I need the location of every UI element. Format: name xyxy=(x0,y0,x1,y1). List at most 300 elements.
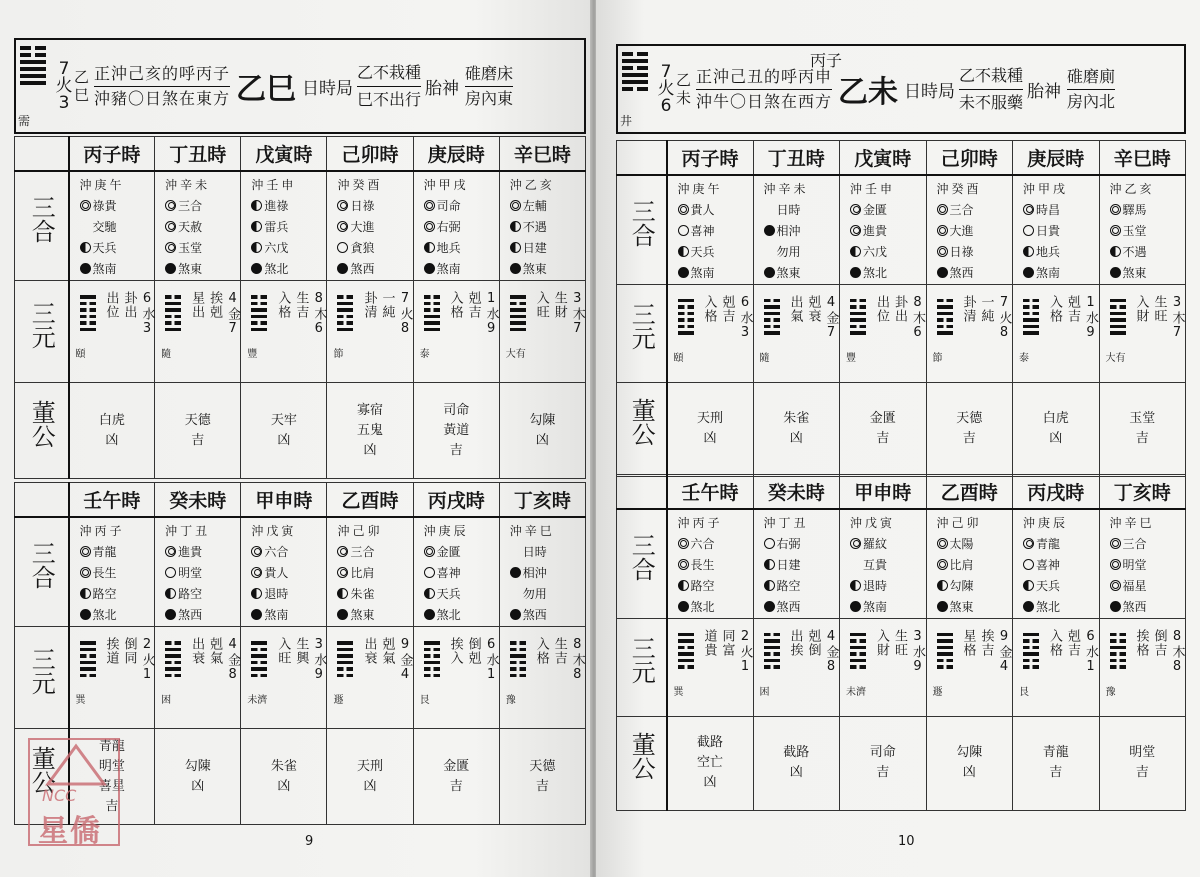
dong-text: 凶 xyxy=(105,432,119,448)
sanhe-item xyxy=(165,259,240,280)
none-circle-icon xyxy=(510,546,521,557)
dong-text: 吉 xyxy=(876,431,890,446)
sanyuan-col: 出挨 xyxy=(787,628,803,657)
sanhe-item xyxy=(165,196,240,217)
dong-cell xyxy=(155,383,241,479)
yang-line xyxy=(937,652,953,656)
sanhe-item-text: 三合 xyxy=(350,544,375,559)
sanhe-item-text: 左輔 xyxy=(522,198,547,213)
chong-text: 沖甲戌 xyxy=(1023,181,1069,196)
sanyuan-col: 7火8 xyxy=(397,291,413,337)
sanyuan-col: 9金4 xyxy=(397,637,413,683)
sanhe-item xyxy=(337,217,412,238)
hour-header: 丁亥時 xyxy=(1099,475,1186,509)
yin-line xyxy=(80,315,96,319)
sanyuan-text xyxy=(702,629,752,675)
sanhe-item-text: 煞東 xyxy=(1122,265,1147,280)
sanhe-item xyxy=(424,563,499,584)
sanhe-item xyxy=(510,542,585,563)
header-num: 6 xyxy=(660,95,672,116)
yin-line xyxy=(678,325,694,329)
dong-text: 青龍 xyxy=(98,738,125,754)
sanyuan-cell xyxy=(155,281,241,383)
sanhe-cell xyxy=(1099,509,1186,619)
header-stem-char: 未 xyxy=(676,89,692,107)
sanyuan-text xyxy=(1134,629,1184,675)
stamp-text-name: 星僑 xyxy=(38,814,102,849)
sanyuan-text xyxy=(1047,295,1097,341)
dong-text: 吉 xyxy=(449,442,463,458)
sanhe-item xyxy=(764,221,840,242)
dong-text: 明堂 xyxy=(1129,745,1156,760)
dbl-circle-icon xyxy=(165,200,176,211)
yang-line xyxy=(678,652,694,656)
dong-text: 天德 xyxy=(529,758,556,774)
taishen-label: 胎神 xyxy=(425,78,460,99)
sanhe-item xyxy=(1023,242,1099,263)
yin-line xyxy=(424,302,440,306)
header-num: 7 xyxy=(58,58,70,79)
full-circle-icon xyxy=(678,267,689,278)
half-circle-icon xyxy=(251,588,262,599)
yin-line xyxy=(622,87,648,91)
sanhe-item xyxy=(165,605,240,626)
dong-cell xyxy=(69,383,155,479)
open-circle-icon xyxy=(1023,225,1034,236)
sanhe-item-text: 貴人 xyxy=(264,565,289,580)
sanhe-item xyxy=(937,534,1013,555)
dong-text: 截路 xyxy=(783,745,810,760)
header-stem xyxy=(676,46,694,132)
yang-line xyxy=(1110,325,1126,329)
sanyuan-col: 3木7 xyxy=(569,291,585,337)
yang-line xyxy=(510,321,526,325)
sanyuan-text xyxy=(1047,629,1097,675)
yin-line xyxy=(510,661,526,665)
yang-line xyxy=(165,648,181,652)
day-ganzhi: 乙未 xyxy=(838,75,899,110)
trigram-icon xyxy=(850,633,866,669)
sanhe-item xyxy=(937,200,1013,221)
sanhe-cell xyxy=(155,171,241,281)
sanyuan-col: 入格 xyxy=(1047,294,1062,323)
sanyuan-cell xyxy=(1013,284,1100,382)
header-line2: 沖豬〇日煞在東方 xyxy=(94,88,231,108)
sanhe-item-text: 日祿 xyxy=(949,244,974,259)
gua-name: 大有 xyxy=(505,349,526,360)
sanhe-cell xyxy=(1013,175,1100,285)
sanhe-item xyxy=(165,563,240,584)
dong-text: 空亡 xyxy=(696,755,723,770)
dong-cell xyxy=(667,716,754,810)
yin-line xyxy=(937,665,953,669)
yang-line xyxy=(1110,318,1126,322)
sanyuan-col: 8木8 xyxy=(1169,628,1185,675)
full-circle-icon xyxy=(937,601,948,612)
dbl-circle-icon xyxy=(1023,538,1034,549)
yang-line xyxy=(510,308,526,312)
open-circle-icon xyxy=(678,225,689,236)
hexagram-name: 需 xyxy=(18,114,31,128)
yang-line xyxy=(80,328,96,332)
header-stem-char: 巳 xyxy=(74,86,90,104)
yang-line xyxy=(850,659,866,663)
half-circle-icon xyxy=(251,221,262,232)
dbl-circle-icon xyxy=(80,546,91,557)
sanhe-item-text: 大進 xyxy=(949,223,974,238)
row-label-sanhe xyxy=(15,171,69,281)
yang-line xyxy=(937,639,953,643)
half-circle-icon xyxy=(1110,246,1121,257)
sanhe-item xyxy=(337,196,412,217)
dbl-circle-icon xyxy=(1110,225,1121,236)
gua-name: 節 xyxy=(932,352,943,364)
chong-text: 沖丁丑 xyxy=(165,523,211,538)
sanyuan-text xyxy=(189,291,239,337)
sanhe-cell xyxy=(499,517,585,627)
sanhe-cell xyxy=(155,517,241,627)
sanhe-item xyxy=(424,542,499,563)
dong-text: 白虎 xyxy=(98,412,125,428)
sanhe-item-text: 煞東 xyxy=(178,261,203,276)
sanhe-item-text: 天兵 xyxy=(690,244,715,259)
trigram-icon xyxy=(424,295,440,331)
sanhe-item xyxy=(510,584,585,605)
sanhe-item-text: 煞北 xyxy=(690,599,715,614)
right-page xyxy=(596,0,1200,877)
sanhe-item xyxy=(1023,221,1099,242)
sanhe-item xyxy=(937,221,1013,242)
dong-text: 寡宿 xyxy=(357,402,384,418)
open-circle-icon xyxy=(1023,559,1034,570)
full-circle-icon xyxy=(165,263,176,274)
sanhe-item-text: 天赦 xyxy=(178,219,203,234)
dong-text: 朱雀 xyxy=(783,411,810,426)
chong-text: 沖癸酉 xyxy=(337,177,383,192)
chong-text: 沖戊寅 xyxy=(850,515,896,530)
sanyuan-col: 6水1 xyxy=(1083,628,1098,675)
sanhe-item-text: 煞北 xyxy=(436,607,461,622)
yang-line xyxy=(1023,325,1039,329)
dbl-circle-icon xyxy=(337,546,348,557)
sanhe-item xyxy=(937,242,1013,263)
page-number: 9 xyxy=(305,834,314,849)
yin-line xyxy=(850,639,866,643)
row-label-dong xyxy=(617,382,667,476)
yin-line xyxy=(1110,665,1126,669)
full-circle-icon xyxy=(1023,267,1034,278)
dbl-circle-icon xyxy=(424,221,435,232)
header-chong-text xyxy=(694,46,834,132)
yin-line xyxy=(251,661,267,665)
yin-line xyxy=(937,299,953,303)
full-circle-icon xyxy=(678,601,689,612)
sanhe-item-text: 六合 xyxy=(690,536,715,551)
sanhe-item-text: 煞西 xyxy=(522,607,547,622)
sanhe-item-text: 地兵 xyxy=(436,240,461,255)
sanhe-item-text: 煞南 xyxy=(863,599,888,614)
sanyuan-col: 生財 xyxy=(551,291,567,319)
sanhe-item-text: 玉堂 xyxy=(178,240,203,255)
sanyuan-cell xyxy=(155,627,241,729)
yin-line xyxy=(764,318,780,322)
sanhe-item-text: 勿用 xyxy=(776,244,801,259)
sanhe-item-text: 明堂 xyxy=(1122,557,1147,572)
sanyuan-cell xyxy=(327,281,413,383)
trigram-icon xyxy=(678,299,694,335)
yang-line xyxy=(510,654,526,658)
sanyuan-col: 9金4 xyxy=(996,628,1012,675)
sanhe-item xyxy=(937,597,1013,618)
sanyuan-text xyxy=(788,295,838,341)
yang-line xyxy=(510,315,526,319)
sanhe-item xyxy=(678,534,753,555)
taishen-label: 胎神 xyxy=(1027,81,1062,102)
yin-line xyxy=(165,315,181,319)
sanhe-item-text: 太陽 xyxy=(949,536,974,551)
hour-header: 丁亥時 xyxy=(499,483,585,517)
taishen-pos1: 碓磨床 xyxy=(465,62,513,87)
sanyuan-text xyxy=(702,295,752,341)
dbl-circle-icon xyxy=(510,200,521,211)
yang-line xyxy=(20,60,46,64)
dbl-circle-icon xyxy=(678,559,689,570)
yang-line xyxy=(937,633,953,637)
full-circle-icon xyxy=(764,601,775,612)
sanyuan-col: 3水9 xyxy=(910,628,925,675)
hour-header: 丙子時 xyxy=(667,141,754,175)
dong-text: 五鬼 xyxy=(357,422,384,438)
sanhe-cell xyxy=(327,517,413,627)
sanhe-item xyxy=(251,584,326,605)
dong-cell xyxy=(1013,382,1100,476)
sanhe-item-text: 比肩 xyxy=(350,565,375,580)
yin-line xyxy=(850,652,866,656)
half-circle-icon xyxy=(764,559,775,570)
sanhe-item-text: 玉堂 xyxy=(1122,223,1147,238)
yin-line xyxy=(764,325,780,329)
yang-line xyxy=(937,305,953,309)
dong-cell xyxy=(327,383,413,479)
header-stem-char: 乙 xyxy=(676,71,692,89)
trigram-icon xyxy=(937,633,953,669)
sanhe-item-text: 煞東 xyxy=(522,261,547,276)
yang-line xyxy=(165,302,181,306)
dong-text: 金匱 xyxy=(869,411,896,426)
yang-line xyxy=(678,639,694,643)
header-num: 3 xyxy=(58,92,70,113)
hour-header: 乙酉時 xyxy=(926,475,1013,509)
sanyuan-col: 剋氣 xyxy=(207,637,223,665)
gua-name: 豐 xyxy=(247,349,258,360)
yin-line xyxy=(1110,639,1126,643)
chong-text: 沖庚午 xyxy=(79,177,125,192)
hour-table xyxy=(14,136,586,479)
sanhe-item xyxy=(251,563,326,584)
yang-line xyxy=(424,641,440,645)
row-label-text: 三元 xyxy=(27,300,56,349)
gua-name: 未濟 xyxy=(846,686,866,698)
yin-line xyxy=(251,674,267,678)
yang-line xyxy=(337,654,353,658)
yang-line xyxy=(850,646,866,650)
sanyuan-col: 3水9 xyxy=(311,637,327,683)
full-circle-icon xyxy=(1023,601,1034,612)
sanyuan-col: 4金8 xyxy=(823,628,839,675)
half-circle-icon xyxy=(764,580,775,591)
sanyuan-col: 生興 xyxy=(293,637,309,665)
sanhe-item xyxy=(1110,576,1186,597)
sanyuan-text xyxy=(874,629,924,675)
sanhe-item xyxy=(678,200,753,221)
yin-line xyxy=(165,674,181,678)
sanhe-item xyxy=(165,238,240,259)
sanyuan-text xyxy=(874,295,924,341)
sanhe-item-text: 日時 xyxy=(776,202,801,217)
sanhe-item xyxy=(80,542,155,563)
sanhe-item xyxy=(80,238,155,259)
header-line1: 正沖己亥的呼丙子 xyxy=(94,62,230,87)
chong-text: 沖辛巳 xyxy=(1109,515,1155,530)
yin-line xyxy=(1110,659,1126,663)
sanyuan-col: 1水9 xyxy=(483,291,499,337)
sanhe-item xyxy=(337,605,412,626)
sanhe-item-text: 煞北 xyxy=(863,265,888,280)
day-ganzhi: 乙巳 xyxy=(236,72,297,107)
sanhe-item-text: 煞東 xyxy=(776,265,801,280)
sanhe-item-text: 喜神 xyxy=(1036,557,1061,572)
sanyuan-col: 出衰 xyxy=(189,637,205,665)
sanhe-item-text: 司命 xyxy=(436,198,461,213)
sanyuan-col: 同富 xyxy=(719,628,735,657)
hour-header: 丙子時 xyxy=(69,137,155,171)
half-circle-icon xyxy=(1023,246,1034,257)
yin-line xyxy=(424,295,440,299)
sanhe-item-text: 大進 xyxy=(350,219,375,234)
sanyuan-col: 2火1 xyxy=(737,628,753,675)
yang-line xyxy=(165,654,181,658)
hour-table xyxy=(616,474,1186,811)
sanyuan-col: 生吉 xyxy=(293,291,309,319)
sanhe-item xyxy=(937,576,1013,597)
trigram-icon xyxy=(510,641,526,677)
sanyuan-text xyxy=(534,637,584,683)
sanhe-item-text: 煞西 xyxy=(949,265,974,280)
yin-line xyxy=(622,52,648,56)
sanhe-item xyxy=(1110,555,1186,576)
half-circle-icon xyxy=(337,588,348,599)
dbl-circle-icon xyxy=(1110,559,1121,570)
dbl-circle-icon xyxy=(678,538,689,549)
sanhe-item-text: 六戊 xyxy=(863,244,888,259)
sanhe-item xyxy=(850,597,926,618)
trigram-icon xyxy=(764,633,780,669)
sanhe-item xyxy=(850,221,926,242)
sanyuan-cell xyxy=(840,284,927,382)
row-label-text: 董公 xyxy=(27,745,56,794)
sanhe-item-text: 勾陳 xyxy=(949,578,974,593)
sanhe-item-text: 明堂 xyxy=(178,565,203,580)
trigram-icon xyxy=(764,299,780,335)
sanyuan-text xyxy=(448,637,498,683)
sanhe-cell xyxy=(753,509,840,619)
trigram-icon xyxy=(165,295,181,331)
hour-header: 辛巳時 xyxy=(499,137,585,171)
yang-line xyxy=(251,667,267,671)
sanhe-item-text: 三合 xyxy=(178,198,203,213)
yin-line xyxy=(424,308,440,312)
sanyuan-text xyxy=(275,637,325,683)
sanhe-item xyxy=(678,597,753,618)
dong-text: 勾陳 xyxy=(184,758,211,774)
sanhe-item-text: 朱雀 xyxy=(350,586,375,601)
yang-line xyxy=(764,312,780,316)
yin-line xyxy=(165,295,181,299)
hour-header: 庚辰時 xyxy=(1013,141,1100,175)
yang-line xyxy=(337,641,353,645)
yang-line xyxy=(251,308,267,312)
half-circle-icon xyxy=(251,242,262,253)
taishen-pos2: 房內北 xyxy=(1067,91,1116,111)
chong-text: 沖丙子 xyxy=(677,515,723,530)
hour-header: 辛巳時 xyxy=(1099,141,1186,175)
yin-line xyxy=(510,674,526,678)
taishen-position xyxy=(1063,46,1119,132)
full-circle-icon xyxy=(510,567,521,578)
sanhe-item-text: 右弼 xyxy=(776,536,801,551)
yin-line xyxy=(764,299,780,303)
sanhe-item xyxy=(510,259,585,280)
sanhe-item-text: 相沖 xyxy=(522,565,547,580)
sanhe-item-text: 路空 xyxy=(690,578,715,593)
sanhe-item xyxy=(251,542,326,563)
yang-line xyxy=(678,633,694,637)
none-circle-icon xyxy=(764,246,775,257)
chong-text: 沖丁丑 xyxy=(763,515,809,530)
dbl-circle-icon xyxy=(1110,204,1121,215)
chong-text: 沖己卯 xyxy=(337,523,383,538)
sanhe-cell xyxy=(753,175,840,285)
sanyuan-col: 剋衰 xyxy=(805,294,821,323)
half-circle-icon xyxy=(1023,580,1034,591)
chong-text: 沖甲戌 xyxy=(423,177,469,192)
header-nums xyxy=(54,40,74,132)
sanhe-item xyxy=(424,238,499,259)
yang-line xyxy=(622,73,648,77)
sanyuan-col: 生旺 xyxy=(1151,294,1167,323)
sanyuan-col: 出氣 xyxy=(787,294,803,323)
full-circle-icon xyxy=(1110,267,1121,278)
sanhe-item xyxy=(337,584,412,605)
hour-header: 癸未時 xyxy=(155,483,241,517)
sanhe-item-text: 貪狼 xyxy=(350,240,375,255)
sanyuan-col: 2火1 xyxy=(139,637,155,683)
none-circle-icon xyxy=(80,221,91,232)
corner-cell xyxy=(617,475,667,509)
sanhe-item-text: 煞西 xyxy=(178,607,203,622)
sanhe-item xyxy=(337,259,412,280)
yang-line xyxy=(80,641,96,645)
yin-line xyxy=(622,66,648,70)
row-label-text: 董公 xyxy=(627,732,656,780)
sanhe-item-text: 長生 xyxy=(92,565,117,580)
sanyuan-col: 挨剋 xyxy=(207,291,223,319)
header-num: 火 xyxy=(657,78,675,99)
yin-line xyxy=(165,641,181,645)
row-label-text: 三元 xyxy=(627,636,656,684)
sanhe-item xyxy=(1110,534,1186,555)
yang-line xyxy=(424,661,440,665)
